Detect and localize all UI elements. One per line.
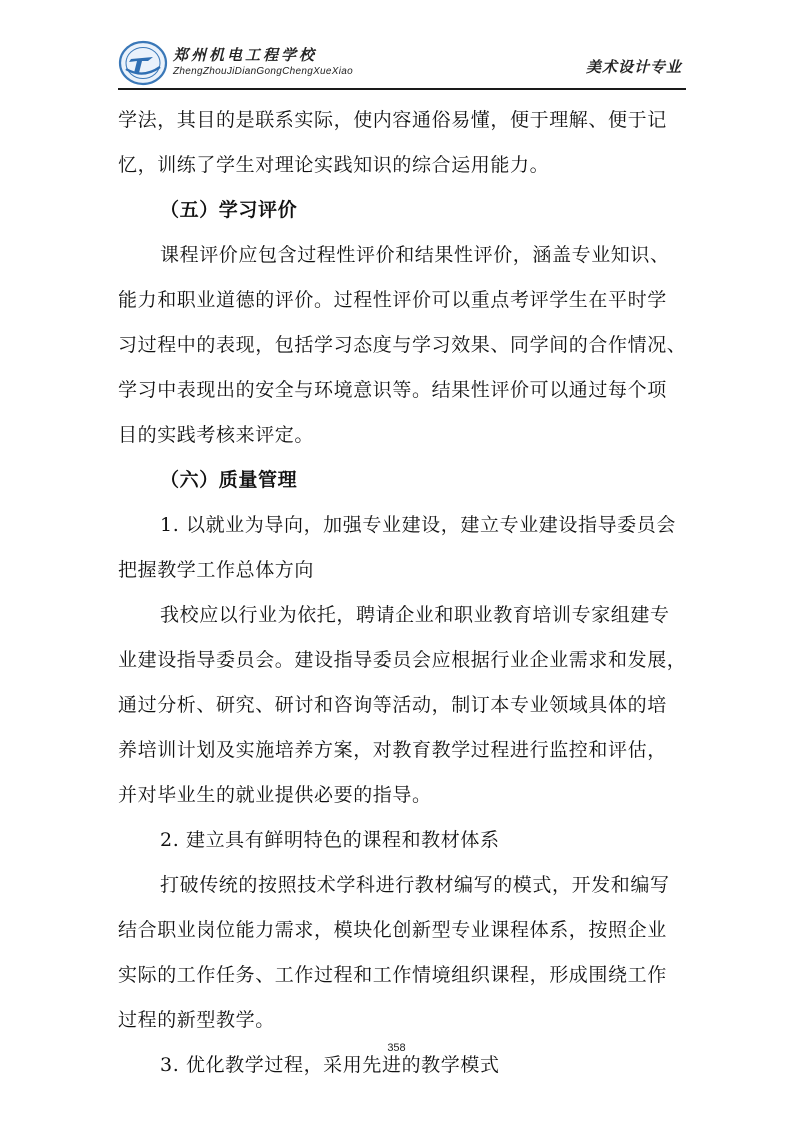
subsection-heading: 3. 优化教学过程，采用先进的教学模式 (160, 1054, 500, 1076)
paragraph-line: 目的实践考核来评定。 (118, 424, 315, 446)
department-name: 美术设计专业 (585, 58, 682, 76)
subsection-heading: 把握教学工作总体方向 (118, 559, 315, 581)
header-divider (118, 88, 686, 90)
paragraph-line: 课程评价应包含过程性评价和结果性评价，涵盖专业知识、 (160, 244, 670, 266)
paragraph-line: 养培训计划及实施培养方案，对教育教学过程进行监控和评估， (118, 739, 667, 761)
paragraph-line: 并对毕业生的就业提供必要的指导。 (118, 784, 432, 806)
paragraph-line: 学法，其目的是联系实际，使内容通俗易懂，便于理解、便于记 (118, 109, 667, 131)
school-name-en: ZhengZhouJiDianGongChengXueXiao (173, 66, 353, 77)
paragraph-line: 通过分析、研究、研讨和咨询等活动，制订本专业领域具体的培 (118, 694, 667, 716)
school-logo-icon (118, 40, 168, 86)
paragraph-line: 业建设指导委员会。建设指导委员会应根据行业企业需求和发展， (118, 649, 687, 671)
paragraph-line: 结合职业岗位能力需求，模块化创新型专业课程体系，按照企业 (118, 919, 667, 941)
page-header (118, 40, 686, 90)
section-heading: （五）学习评价 (160, 199, 298, 221)
paragraph-line: 我校应以行业为依托，聘请企业和职业教育培训专家组建专 (160, 604, 670, 626)
paragraph-line: 实际的工作任务、工作过程和工作情境组织课程，形成围绕工作 (118, 964, 667, 986)
subsection-heading: 2. 建立具有鲜明特色的课程和教材体系 (160, 829, 500, 851)
paragraph-line: 能力和职业道德的评价。过程性评价可以重点考评学生在平时学 (118, 289, 667, 311)
page-number: 358 (387, 1042, 406, 1054)
paragraph-line: 学习中表现出的安全与环境意识等。结果性评价可以通过每个项 (118, 379, 667, 401)
paragraph-line: 忆，训练了学生对理论实践知识的综合运用能力。 (118, 154, 550, 176)
school-name-cn: 郑州机电工程学校 (173, 46, 318, 64)
subsection-heading: 1. 以就业为导向，加强专业建设，建立专业建设指导委员会 (160, 514, 676, 536)
paragraph-line: 过程的新型教学。 (118, 1009, 275, 1031)
paragraph-line: 打破传统的按照技术学科进行教材编写的模式，开发和编写 (160, 874, 670, 896)
section-heading: （六）质量管理 (160, 469, 298, 491)
paragraph-line: 习过程中的表现，包括学习态度与学习效果、同学间的合作情况、 (118, 334, 687, 356)
document-body (118, 98, 687, 1088)
